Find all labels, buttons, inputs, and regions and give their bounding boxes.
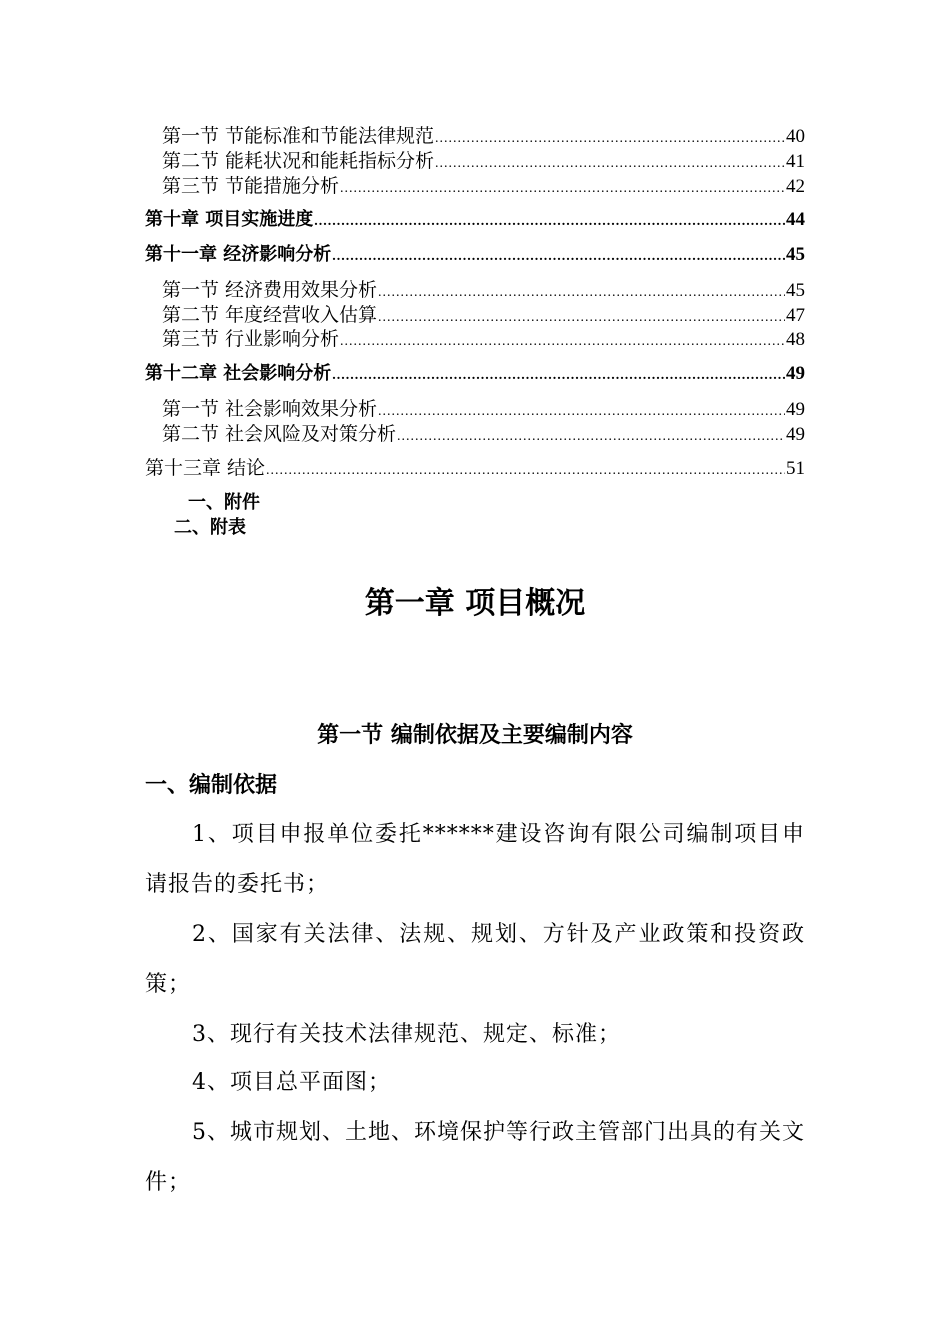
section-title: 第一节 编制依据及主要编制内容 bbox=[317, 723, 633, 748]
toc-entry-title: 第二节 年度经营收入估算 bbox=[162, 304, 378, 326]
toc-entry-page: 49 bbox=[786, 363, 805, 384]
toc-entry[interactable] bbox=[162, 149, 805, 173]
toc-leader-dots bbox=[340, 330, 785, 351]
toc-entry-page: 49 bbox=[786, 424, 805, 445]
toc-entry-page: 51 bbox=[786, 458, 805, 479]
toc-entry[interactable] bbox=[162, 124, 805, 148]
toc-entry-title: 第一节 经济费用效果分析 bbox=[162, 279, 378, 301]
toc-entry-title: 第二节 能耗状况和能耗指标分析 bbox=[162, 150, 435, 172]
toc-entry-page: 45 bbox=[786, 280, 805, 301]
toc-leader-dots bbox=[378, 400, 785, 421]
toc-appendix-tables[interactable]: 二、附表 bbox=[174, 517, 246, 538]
toc-chapter-entry[interactable] bbox=[145, 362, 805, 386]
toc-entry-title: 第一节 社会影响效果分析 bbox=[162, 398, 378, 420]
toc-entry-page: 49 bbox=[786, 399, 805, 420]
toc-leader-dots bbox=[340, 177, 785, 198]
toc-entry-title: 第二节 社会风险及对策分析 bbox=[162, 423, 397, 445]
toc-leader-dots bbox=[332, 364, 785, 386]
toc-entry-page: 44 bbox=[786, 209, 805, 230]
toc-entry-title: 第十章 项目实施进度 bbox=[145, 209, 314, 230]
toc-entry-title: 第三节 节能措施分析 bbox=[162, 175, 340, 197]
toc-entry-title: 第三节 行业影响分析 bbox=[162, 328, 340, 350]
toc-appendix-attachments[interactable]: 一、附件 bbox=[188, 492, 260, 513]
body-paragraph: 2、国家有关法律、法规、规划、方针及产业政策和投资政策； bbox=[145, 922, 805, 997]
toc-leader-dots bbox=[397, 425, 785, 446]
toc-entry-page: 45 bbox=[786, 244, 805, 265]
toc-entry-title: 第十二章 社会影响分析 bbox=[145, 363, 332, 384]
toc-leader-dots bbox=[378, 306, 785, 327]
toc-chapter-entry[interactable] bbox=[145, 243, 805, 267]
toc-entry-title: 第十三章 结论 bbox=[145, 457, 266, 479]
toc-entry[interactable] bbox=[162, 278, 805, 302]
toc-leader-dots bbox=[378, 281, 785, 302]
toc-leader-dots bbox=[314, 210, 785, 232]
toc-entry-title: 第十一章 经济影响分析 bbox=[145, 244, 332, 265]
toc-leader-dots bbox=[435, 127, 785, 148]
toc-entry-page: 41 bbox=[786, 151, 805, 172]
toc-chapter-entry[interactable] bbox=[145, 456, 805, 480]
body-paragraph: 4、项目总平面图； bbox=[192, 1070, 391, 1095]
toc-leader-dots bbox=[435, 152, 785, 173]
chapter-title: 第一章 项目概况 bbox=[364, 586, 586, 621]
toc-leader-dots bbox=[266, 459, 785, 480]
subheading: 一、编制依据 bbox=[145, 773, 278, 798]
body-paragraph: 1、项目申报单位委托******建设咨询有限公司编制项目申请报告的委托书； bbox=[145, 822, 805, 897]
toc-entry-page: 40 bbox=[786, 126, 805, 147]
toc-entry-page: 48 bbox=[786, 329, 805, 350]
toc-entry[interactable] bbox=[162, 174, 805, 198]
toc-chapter-entry[interactable] bbox=[145, 208, 805, 232]
toc-entry[interactable] bbox=[162, 327, 805, 351]
toc-entry[interactable] bbox=[162, 422, 805, 446]
toc-entry[interactable] bbox=[162, 397, 805, 421]
toc-entry-page: 47 bbox=[786, 305, 805, 326]
toc-entry-page: 42 bbox=[786, 176, 805, 197]
body-paragraph: 3、现行有关技术法律规范、规定、标准； bbox=[192, 1022, 621, 1047]
toc-entry-title: 第一节 节能标准和节能法律规范 bbox=[162, 125, 435, 147]
toc-leader-dots bbox=[332, 245, 785, 267]
toc-entry[interactable] bbox=[162, 303, 805, 327]
body-paragraph: 5、城市规划、土地、环境保护等行政主管部门出具的有关文件； bbox=[145, 1120, 805, 1195]
